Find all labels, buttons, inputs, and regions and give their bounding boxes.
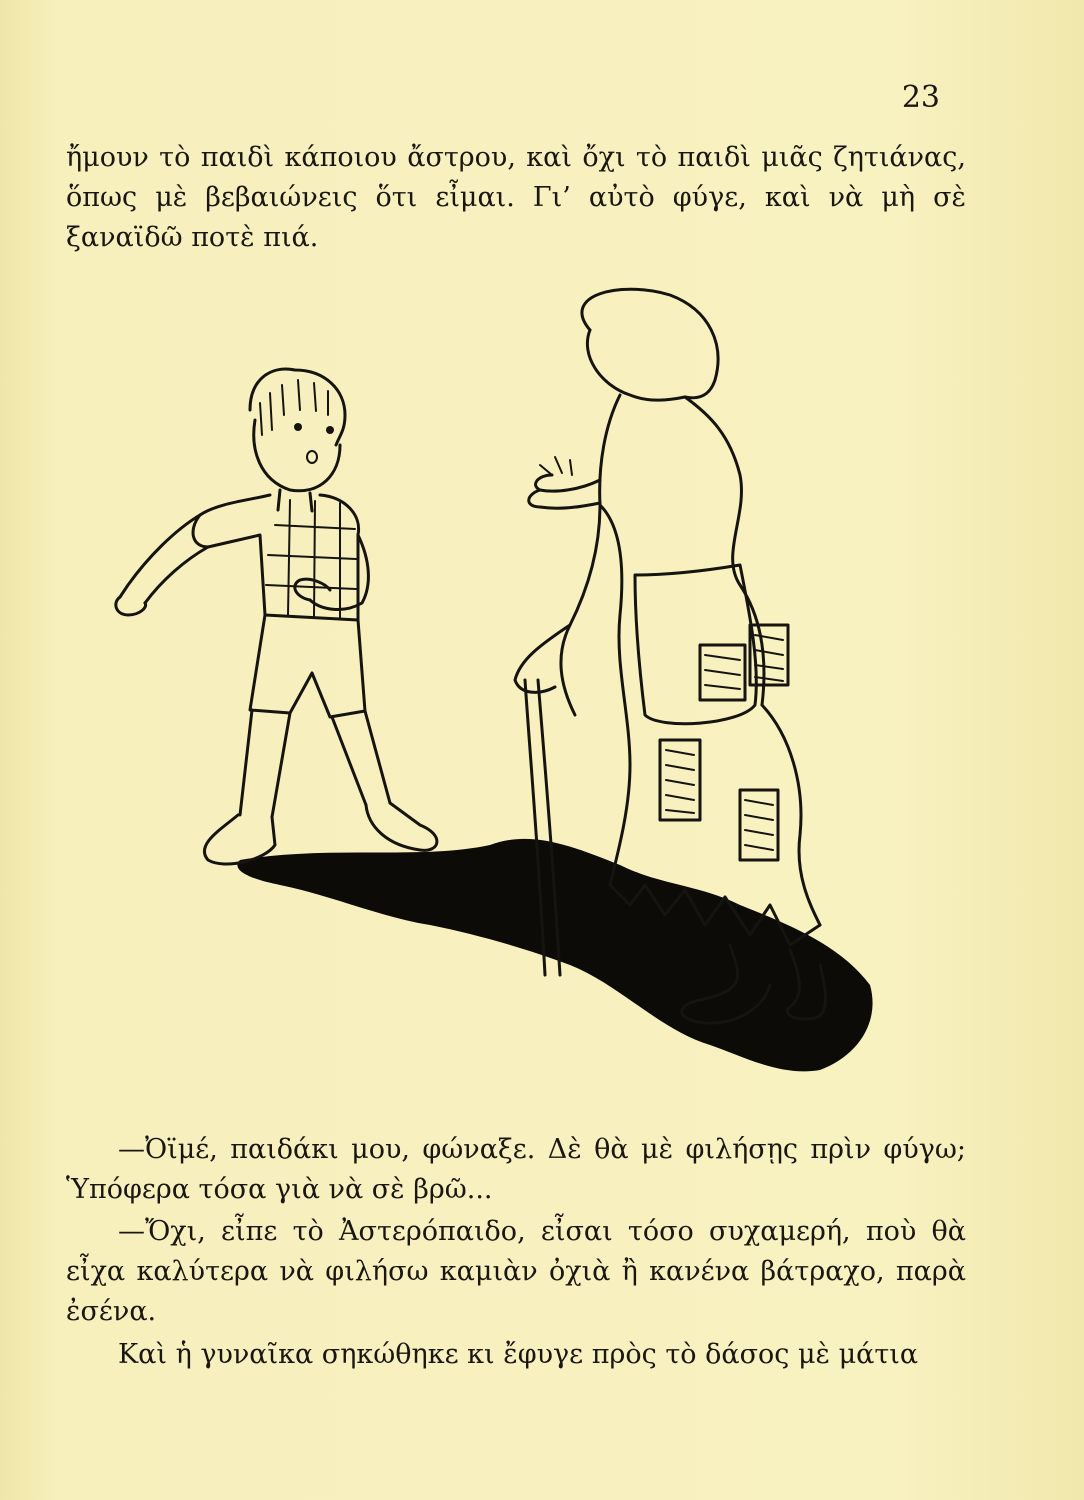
paragraph-bottom-1: —Ὀϊμέ, παιδάκι μου, φώναξε. Δὲ θὰ μὲ φιλήσῃς πρὶν φύγω; Ὑπόφερα τόσα γιὰ νὰ σὲ βρῶ... [66, 1134, 966, 1205]
illustration [100, 285, 880, 1075]
paragraph-bottom-2: —Ὄχι, εἶπε τὸ Ἀστερόπαιδο, εἶσαι τόσο συχαμερή, ποὺ θὰ εἶχα καλύτερα νὰ φιλήσω καμιὰν ὀχιὰ ἢ κανένα βάτραχο, παρὰ ἐσένα. [66, 1216, 966, 1327]
page-number: 23 [901, 80, 940, 115]
boy-figure [116, 369, 437, 864]
shadow [237, 839, 872, 1071]
illustration-drawing [100, 285, 880, 1075]
paragraph-bottom-3: Καὶ ἡ γυναῖκα σηκώθηκε κι ἔφυγε πρὸς τὸ δάσος μὲ μάτια [118, 1339, 919, 1370]
paragraph-top: ἤμουν τὸ παιδὶ κάποιου ἄστρου, καὶ ὄχι τὸ παιδὶ μιᾶς ζητιάνας, ὅπως μὲ βεβαιώνεις ὅτι εἶμαι. Γι’ αὐτὸ φύγε, καὶ νὰ μὴ σὲ ξαναϊδῶ ποτὲ πιά. [66, 142, 966, 253]
